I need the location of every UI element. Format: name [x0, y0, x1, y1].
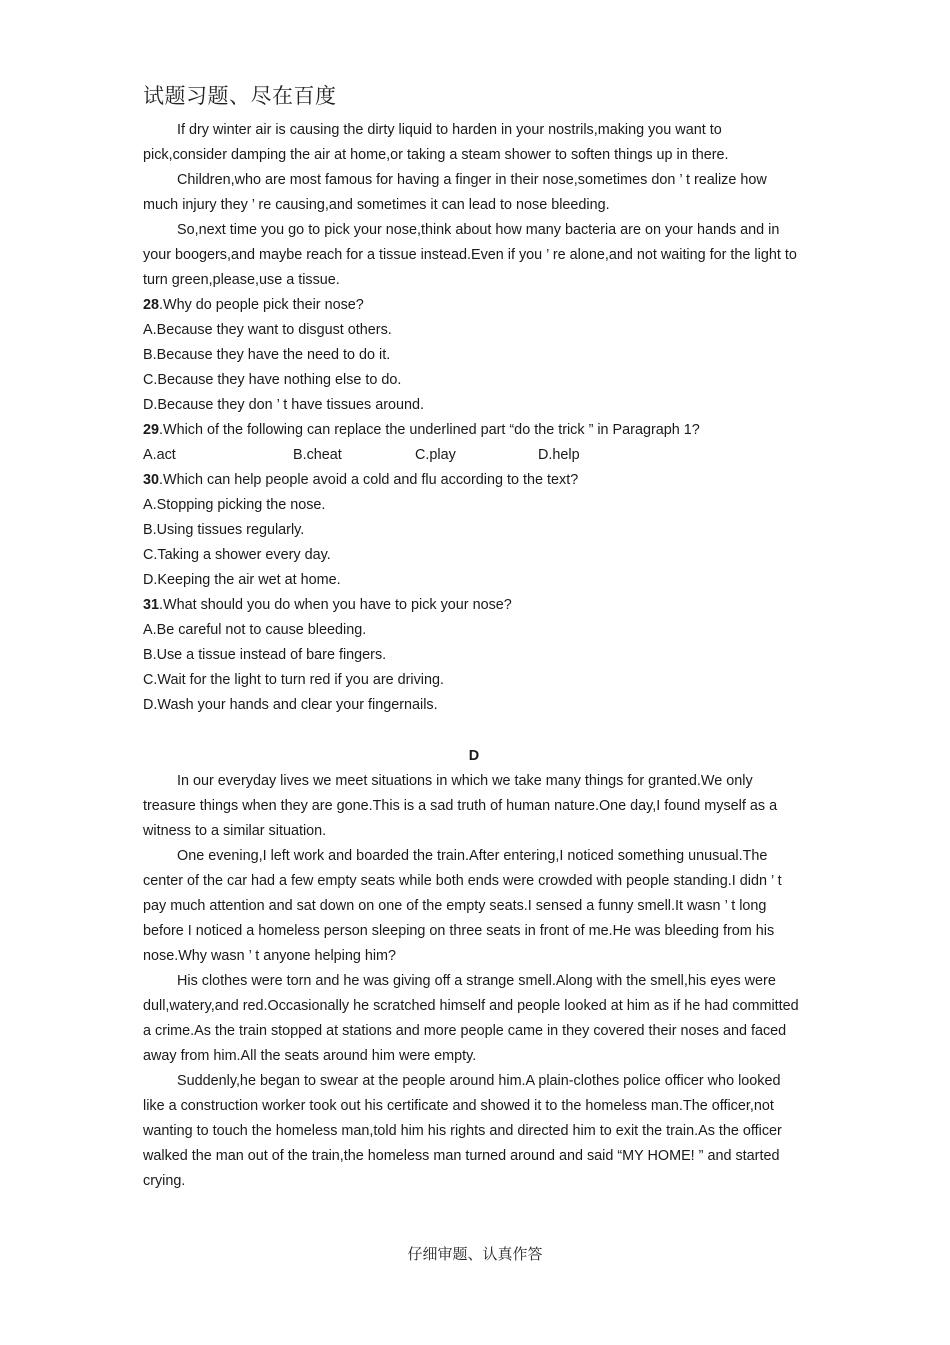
question-30-option-c: C.Taking a shower every day.: [143, 547, 331, 563]
passage-d-paragraph-4: Suddenly,he began to swear at the people around him.A plain-clothes police officer who looked like a construction worker took out his certificate and showed it to the homeless man.The officer,not wanting to touch the homeless man,told him his rights and directed him to exit the train.As the officer walked the man out of the train,the homeless man turned around and said “MY HOME! ” and started crying.: [143, 1073, 782, 1189]
passage-c-paragraph-2: Children,who are most famous for having a finger in their nose,sometimes don ’ t realize how much injury they ’ re causing,and sometimes it can lead to nose bleeding.: [143, 172, 767, 213]
question-28-option-b: B.Because they have the need to do it.: [143, 347, 391, 363]
passage-c-paragraph-3: So,next time you go to pick your nose,think about how many bacteria are on your hands and in your boogers,and maybe reach for a tissue instead.Even if you ’ re alone,and not waiting for the light to turn green,please,use a tissue.: [143, 222, 797, 288]
passage-d-paragraph-3: His clothes were torn and he was giving off a strange smell.Along with the smell,his eyes were dull,watery,and red.Occasionally he scratched himself and people looked at him as if he had committed a crime.As the train stopped at stations and more people came in they covered their noses and faced away from him.All the seats around him were empty.: [143, 973, 799, 1064]
question-number: 30: [143, 472, 160, 488]
question-31-option-d: D.Wash your hands and clear your fingernails.: [143, 697, 438, 713]
question-28-option-d: D.Because they don ’ t have tissues around.: [143, 397, 425, 413]
question-29-option-c: C.play: [415, 447, 456, 463]
page-header: 试题习题、尽在百度: [143, 84, 337, 108]
question-stem: .Which can help people avoid a cold and flu according to the text?: [159, 472, 579, 488]
question-31-option-b: B.Use a tissue instead of bare fingers.: [143, 647, 387, 663]
document-body: [143, 118, 805, 1194]
question-28-option-a: A.Because they want to disgust others.: [143, 322, 392, 338]
question-number: 29: [143, 422, 160, 438]
passage-d-paragraph-1: In our everyday lives we meet situations in which we take many things for granted.We only treasure things when they are gone.This is a sad truth of human nature.One day,I found myself as a witness to a similar situation.: [143, 773, 778, 839]
question-28: [143, 293, 805, 318]
question-number: 28: [143, 297, 160, 313]
question-30-option-a: A.Stopping picking the nose.: [143, 497, 326, 513]
passage-c-paragraph-1: If dry winter air is causing the dirty liquid to harden in your nostrils,making you want to pick,consider damping the air at home,or taking a steam shower to soften things up in there.: [143, 122, 729, 163]
question-29-option-a: A.act: [143, 447, 176, 463]
question-30: [143, 468, 805, 493]
question-30-option-b: B.Using tissues regularly.: [143, 522, 305, 538]
question-29-options: [143, 443, 805, 468]
question-29: [143, 418, 805, 443]
page-footer: 仔细审题、认真作答: [407, 1245, 543, 1263]
question-stem: .What should you do when you have to pick your nose?: [159, 597, 512, 613]
question-31-option-c: C.Wait for the light to turn red if you are driving.: [143, 672, 445, 688]
question-stem: .Why do people pick their nose?: [159, 297, 364, 313]
question-31: [143, 593, 805, 618]
passage-d-paragraph-2: One evening,I left work and boarded the train.After entering,I noticed something unusual.The center of the car had a few empty seats while both ends were crowded with people standing.I didn ’ t pay much attention and sat down on one of the empty seats.I sensed a funny smell.It wasn ’ t long before I noticed a homeless person sleeping on three seats in front of me.He was bleeding from his nose.Why wasn ’ t anyone helping him?: [143, 848, 782, 964]
question-31-option-a: A.Be careful not to cause bleeding.: [143, 622, 367, 638]
question-29-option-d: D.help: [538, 447, 580, 463]
question-30-option-d: D.Keeping the air wet at home.: [143, 572, 341, 588]
question-stem: .Which of the following can replace the underlined part “do the trick ” in Paragraph 1?: [159, 422, 700, 438]
question-29-option-b: B.cheat: [293, 447, 342, 463]
question-28-option-c: C.Because they have nothing else to do.: [143, 372, 402, 388]
question-number: 31: [143, 597, 160, 613]
section-title-d: D: [468, 748, 480, 764]
